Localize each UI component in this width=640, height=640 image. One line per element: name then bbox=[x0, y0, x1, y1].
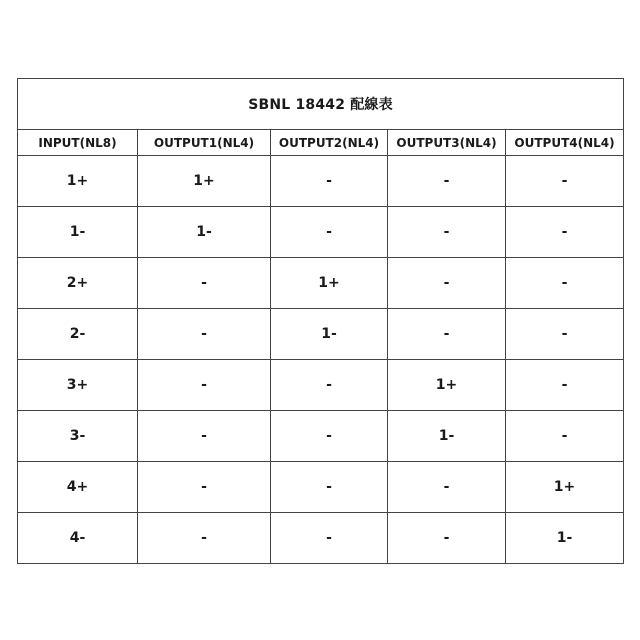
table-cell: - bbox=[138, 462, 271, 513]
table-cell: 1+ bbox=[388, 360, 506, 411]
header-output2: OUTPUT2(NL4) bbox=[271, 130, 388, 156]
table-row bbox=[18, 411, 624, 462]
table-cell: - bbox=[138, 411, 271, 462]
header-output4: OUTPUT4(NL4) bbox=[506, 130, 624, 156]
table-row bbox=[18, 309, 624, 360]
table-cell: - bbox=[506, 309, 624, 360]
table-cell: - bbox=[388, 207, 506, 258]
table-cell: - bbox=[506, 207, 624, 258]
table-cell: 2+ bbox=[18, 258, 138, 309]
table-cell: - bbox=[138, 258, 271, 309]
table-cell: - bbox=[388, 309, 506, 360]
header-input: INPUT(NL8) bbox=[18, 130, 138, 156]
table-cell: - bbox=[506, 156, 624, 207]
header-output3: OUTPUT3(NL4) bbox=[388, 130, 506, 156]
table-row bbox=[18, 207, 624, 258]
table-cell: - bbox=[506, 258, 624, 309]
table-cell: 1- bbox=[138, 207, 271, 258]
table-cell: - bbox=[271, 207, 388, 258]
table-cell: 2- bbox=[18, 309, 138, 360]
table-cell: - bbox=[506, 360, 624, 411]
table-cell: 1+ bbox=[138, 156, 271, 207]
table-row bbox=[18, 156, 624, 207]
table-cell: 4+ bbox=[18, 462, 138, 513]
table-cell: - bbox=[138, 360, 271, 411]
table-cell: - bbox=[271, 360, 388, 411]
table-cell: 3- bbox=[18, 411, 138, 462]
table-cell: 1+ bbox=[506, 462, 624, 513]
table-row bbox=[18, 360, 624, 411]
table-cell: - bbox=[271, 513, 388, 564]
title-row bbox=[18, 79, 624, 130]
table-row bbox=[18, 258, 624, 309]
table-cell: - bbox=[138, 513, 271, 564]
table-cell: - bbox=[506, 411, 624, 462]
table-cell: 1- bbox=[506, 513, 624, 564]
table-row bbox=[18, 513, 624, 564]
table-cell: 1- bbox=[18, 207, 138, 258]
table-cell: - bbox=[388, 258, 506, 309]
wiring-table bbox=[17, 78, 624, 564]
header-output1: OUTPUT1(NL4) bbox=[138, 130, 271, 156]
table-cell: - bbox=[138, 309, 271, 360]
header-row bbox=[18, 130, 624, 156]
table-cell: 1+ bbox=[18, 156, 138, 207]
table-title: SBNL 18442 配線表 bbox=[18, 79, 624, 130]
table-cell: - bbox=[271, 462, 388, 513]
table-cell: - bbox=[388, 462, 506, 513]
table-cell: 1+ bbox=[271, 258, 388, 309]
table-cell: - bbox=[271, 156, 388, 207]
table-cell: - bbox=[388, 513, 506, 564]
table-cell: 1- bbox=[271, 309, 388, 360]
table-cell: 1- bbox=[388, 411, 506, 462]
table-cell: 3+ bbox=[18, 360, 138, 411]
table-cell: - bbox=[271, 411, 388, 462]
table-cell: 4- bbox=[18, 513, 138, 564]
table-row bbox=[18, 462, 624, 513]
table-cell: - bbox=[388, 156, 506, 207]
